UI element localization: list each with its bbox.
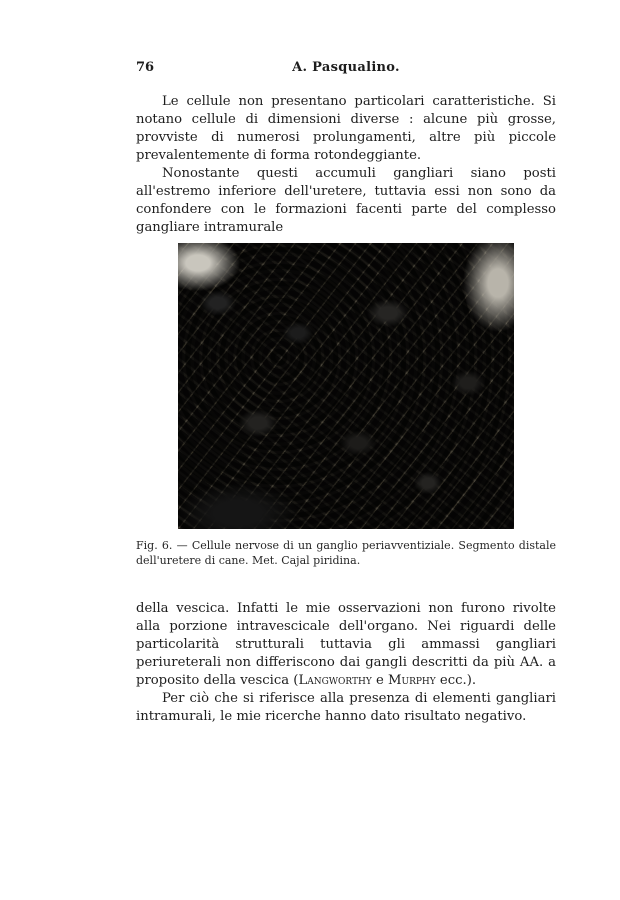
paragraph: Le cellule non presentano particolari caratteristiche. Si notano cellule di dimensioni diverse : alcune più grosse, provviste di numerosi prolungamenti, altre più piccole prevalentemente di forma rotondeggiante.: [136, 94, 556, 163]
paragraph-text: della vescica. Infatti le mie osservazioni non furono rivolte alla porzione intravescicale dell'organo. Nei riguardi delle particolarità strutturali tuttavia gli ammassi gangliari periureterali non differiscono dai gangli descritti da più AA. a proposito della vescica (: [136, 601, 556, 688]
micrograph-figure: [178, 243, 514, 529]
page-header: [136, 60, 556, 80]
body-text-bottom: [136, 600, 556, 726]
running-head: A. Pasqualino.: [292, 60, 400, 75]
author-name: Murphy: [388, 673, 436, 688]
author-name: Langworthy: [298, 673, 372, 688]
paragraph: [136, 600, 556, 690]
paragraph-text: ecc.).: [435, 673, 477, 688]
conjunction: e: [371, 673, 389, 688]
paragraph: Per ciò che si riferisce alla presenza di elementi gangliari intramurali, le mie ricerche hanno dato risultato negativo.: [136, 691, 556, 724]
figure-caption: Fig. 6. — Cellule nervose di un ganglio periavventiziale. Segmento distale dell'uretere di cane. Met. Cajal piridina.: [136, 539, 556, 567]
paragraph: Nonostante questi accumuli gangliari siano posti all'estremo inferiore dell'uretere, tuttavia essi non sono da confondere con le formazioni facenti parte del complesso gangliare intramurale: [136, 166, 556, 235]
page-number: 76: [136, 60, 155, 75]
body-text-top: [136, 93, 556, 237]
